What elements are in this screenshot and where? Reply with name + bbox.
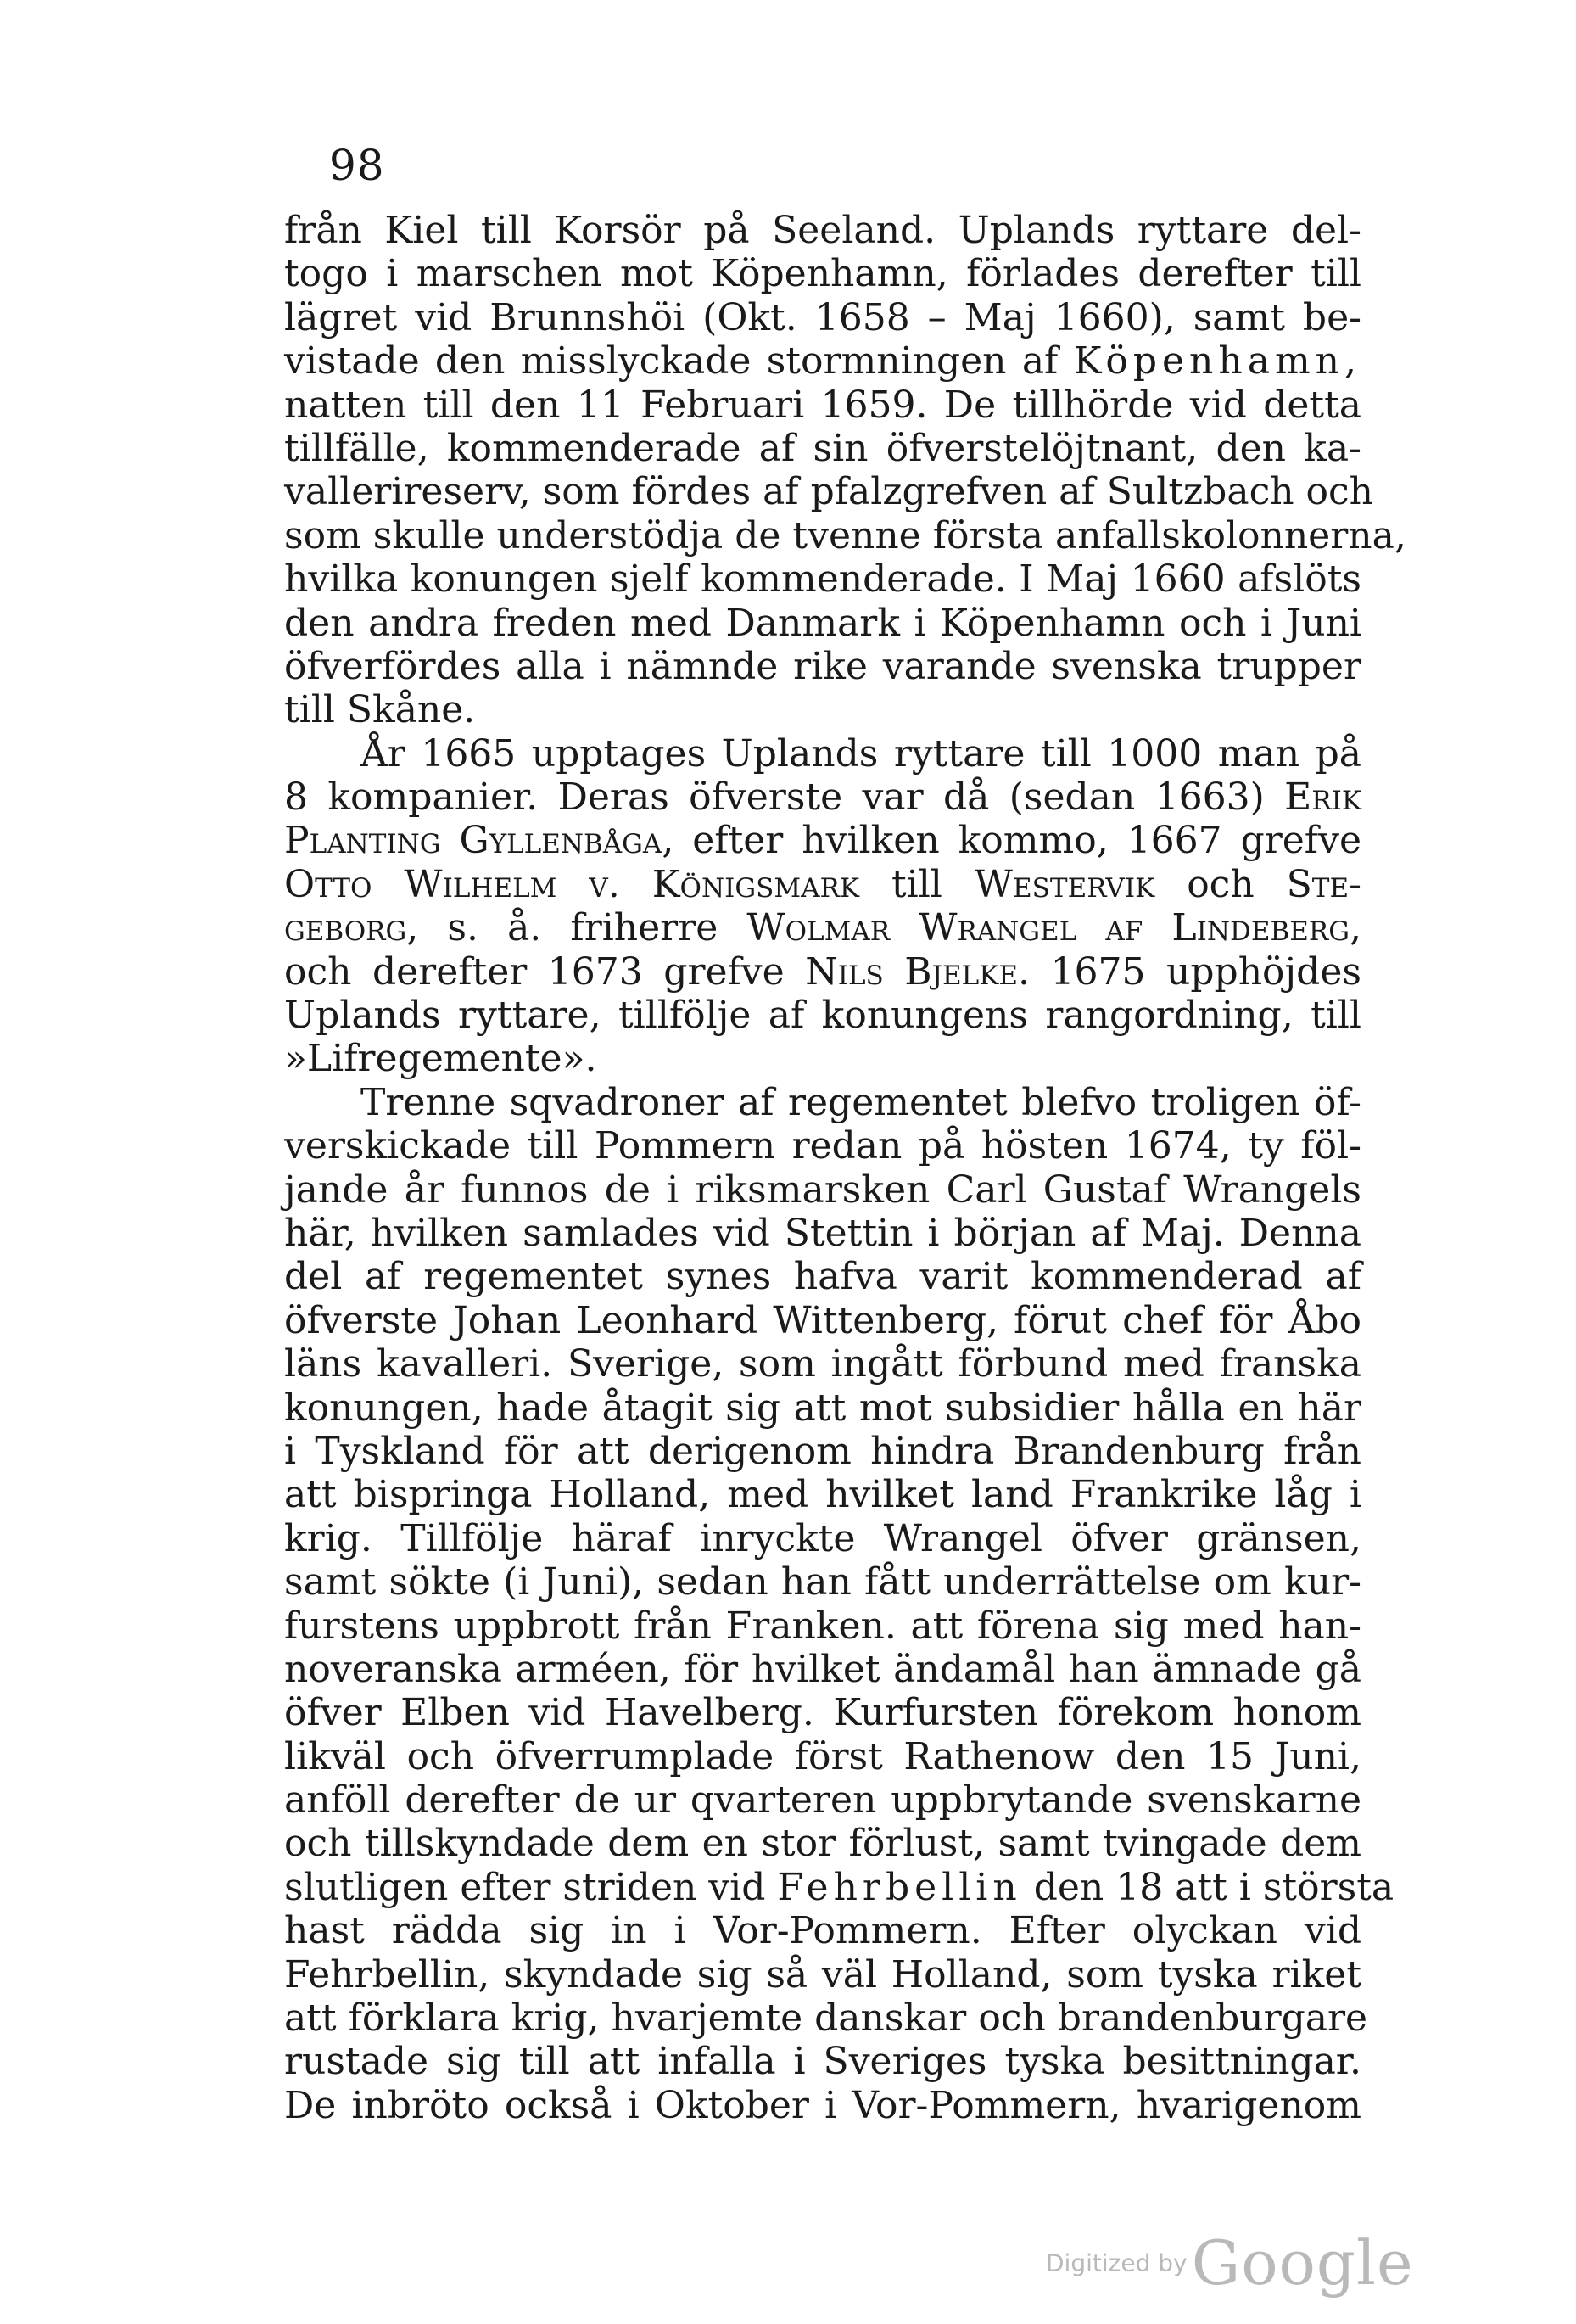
text-line: att bispringa Holland, med hvilket land Frankrike låg i: [284, 1473, 1361, 1517]
text-line: geborg, s. å. friherre Wolmar Wrangel af Lindeberg,: [284, 906, 1361, 950]
google-logo: Google: [1191, 2227, 1414, 2299]
person-name: Otto Wilhelm v. Königsmark: [284, 862, 859, 906]
emphasized-place-name: Köpenhamn,: [1073, 339, 1361, 384]
watermark-prefix: Digitized by: [1046, 2248, 1188, 2277]
text-line: här, hvilken samlades vid Stettin i början af Maj. Denna: [284, 1211, 1361, 1255]
text-line: natten till den 11 Februari 1659. De tillhörde vid detta: [284, 383, 1361, 427]
body-text: [284, 209, 1406, 2127]
text-line: vallerireserv, som fördes af pfalzgrefven af Sultzbach och: [284, 470, 1374, 514]
text-line: hast rädda sig in i Vor-Pommern. Efter olyckan vid: [284, 1909, 1361, 1953]
text-line: konungen, hade åtagit sig att mot subsidier hålla en här: [284, 1386, 1361, 1430]
place-name: geborg,: [284, 906, 419, 950]
text-line: slutligen efter striden vid Fehrbellin den 18 att i största: [284, 1865, 1394, 1909]
text-line: hvilka konungen sjelf kommenderade. I Maj 1660 afslöts: [284, 557, 1361, 602]
person-name: Nils Bjelke.: [805, 949, 1031, 994]
text-line: från Kiel till Korsör på Seeland. Uplands ryttare del-: [284, 209, 1361, 252]
digitized-watermark: [1046, 2227, 1414, 2299]
text-line: tillfälle, kommenderade af sin öfverstelöjtnant, den ka-: [284, 426, 1361, 470]
text-line: krig. Tillfölje häraf inryckte Wrangel öfver gränsen,: [284, 1516, 1361, 1560]
page-number: 98: [329, 141, 385, 190]
place-name: Ste-: [1286, 862, 1361, 906]
text-line: och tillskyndade dem en stor förlust, samt tvingade dem: [284, 1822, 1361, 1866]
text-line: öfverste Johan Leonhard Wittenberg, förut chef för Åbo: [284, 1298, 1361, 1342]
text-line: noveranska arméen, för hvilket ändamål han ämnade gå: [284, 1647, 1361, 1691]
text-line: likväl och öfverrumplade först Rathenow den 15 Juni,: [284, 1734, 1361, 1778]
text-line: del af regementet synes hafva varit kommenderad af: [284, 1255, 1361, 1299]
text-line: År 1665 upptages Uplands ryttare till 1000 man på: [360, 731, 1361, 776]
text-line: Otto Wilhelm v. Königsmark till Westervik och Ste-: [284, 862, 1361, 906]
text-line: jande år funnos de i riksmarsken Carl Gustaf Wrangels: [284, 1168, 1361, 1212]
text-line: i Tyskland för att derigenom hindra Brandenburg från: [284, 1429, 1361, 1473]
text-line: lägret vid Brunnshöi (Okt. 1658 – Maj 1660), samt be-: [284, 295, 1361, 339]
person-name: Wolmar Wrangel af Lindeberg,: [746, 906, 1361, 950]
text-line: 8 kompanier. Deras öfverste var då (sedan 1663) Erik: [284, 776, 1361, 820]
text-line: togo i marschen mot Köpenhamn, förlades derefter till: [284, 252, 1361, 296]
text-line: rustade sig till att infalla i Sveriges tyska besittningar.: [284, 2040, 1361, 2084]
text-line: Planting Gyllenbåga, efter hvilken kommo, 1667 grefve: [284, 819, 1361, 863]
text-line: Fehrbellin, skyndade sig så väl Holland, som tyska riket: [284, 1952, 1361, 1996]
text-line: »Lifregemente».: [284, 1037, 597, 1081]
text-line: till Skåne.: [284, 688, 476, 732]
text-line: Uplands ryttare, tillfölje af konungens rangordning, till: [284, 994, 1361, 1038]
text-line: Trenne sqvadroner af regementet blefvo troligen öf-: [360, 1080, 1361, 1124]
text-line: att förklara krig, hvarjemte danskar och brandenburgare: [284, 1996, 1368, 2041]
text-line: verskickade till Pommern redan på hösten 1674, ty föl-: [284, 1124, 1361, 1168]
text-line: samt sökte (i Juni), sedan han fått underrättelse om kur-: [284, 1560, 1361, 1604]
text-line: De inbröto också i Oktober i Vor-Pommern, hvarigenom: [284, 2083, 1361, 2127]
person-name: Erik: [1284, 776, 1361, 820]
person-name: Planting Gyllenbåga,: [284, 819, 674, 863]
text-line: öfver Elben vid Havelberg. Kurfursten förekom honom: [284, 1691, 1361, 1735]
text-line: öfverfördes alla i nämnde rike varande svenska trupper: [284, 644, 1361, 688]
text-line: den andra freden med Danmark i Köpenhamn och i Juni: [284, 601, 1361, 645]
text-line: vistade den misslyckade stormningen af Köpenhamn,: [284, 339, 1361, 384]
emphasized-place-name: Fehrbellin: [777, 1865, 1022, 1909]
text-line: som skulle understödja de tvenne första anfallskolonnerna,: [284, 513, 1406, 557]
text-line: och derefter 1673 grefve Nils Bjelke. 1675 upphöjdes: [284, 949, 1361, 994]
place-name: Westervik: [974, 862, 1155, 906]
text-line: furstens uppbrott från Franken. att förena sig med han-: [284, 1604, 1361, 1648]
text-line: anföll derefter de ur qvarteren uppbrytande svenskarne: [284, 1778, 1361, 1823]
text-line: läns kavalleri. Sverige, som ingått förbund med franska: [284, 1342, 1361, 1386]
